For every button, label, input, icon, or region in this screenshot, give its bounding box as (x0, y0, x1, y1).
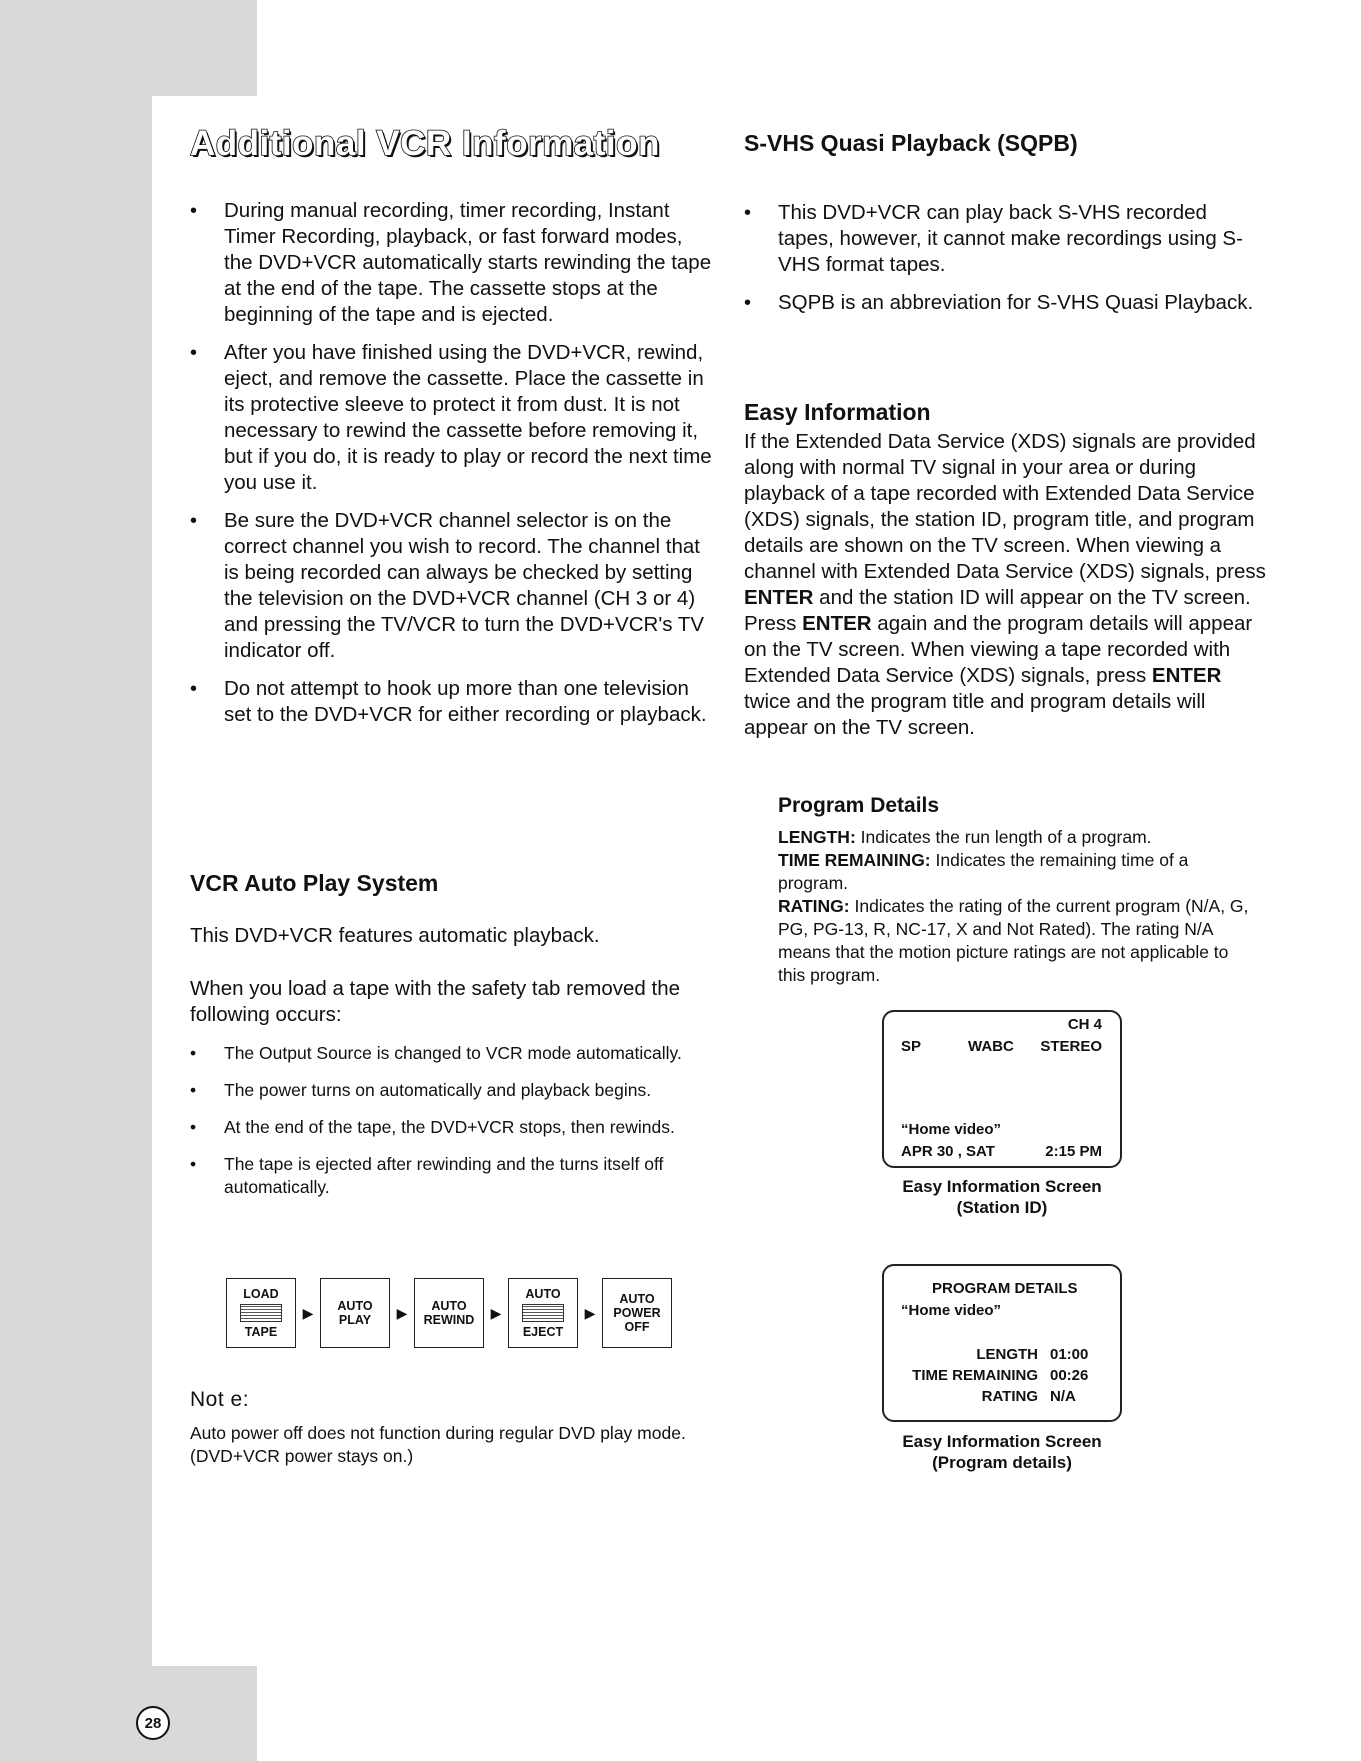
station-id-caption (862, 1176, 1142, 1218)
length-desc: Indicates the run length of a program. (855, 827, 1152, 847)
page-title: Additional VCR Information (190, 124, 660, 163)
arrow-right-icon: ▶ (584, 1304, 596, 1321)
easy-info-heading: Easy Information (744, 399, 931, 425)
time-remaining-desc: Indicates the remaining time of a program. (778, 850, 1189, 893)
program-title: “Home video” (901, 1302, 1002, 1319)
time-readout: 2:15 PM (1045, 1143, 1102, 1160)
auto-rewind-step (414, 1278, 484, 1348)
caption-line: (Program details) (932, 1453, 1072, 1472)
step-label: TAPE (244, 1325, 278, 1339)
step-label: POWER (613, 1306, 661, 1320)
auto-play-lead: When you load a tape with the safety tab removed the following occurs: (190, 977, 681, 1026)
remaining-label: TIME REMAINING (912, 1367, 1038, 1384)
note-text: Auto power off does not function during regular DVD play mode. (DVD+VCR power stays on.) (190, 1423, 686, 1466)
channel-readout: CH 4 (1067, 1016, 1102, 1033)
sqpb-heading: S-VHS Quasi Playback (SQPB) (744, 130, 1078, 156)
step-label: AUTO (431, 1299, 467, 1313)
easy-info-paragraph: When viewing a tape recorded with Extended Data Service (XDS) signals, press (744, 638, 1231, 687)
vcr-info-list (190, 198, 715, 728)
rating-value: N/A (1050, 1388, 1076, 1405)
auto-play-step (320, 1278, 390, 1348)
page-number: 28 (136, 1706, 170, 1740)
length-label: LENGTH (976, 1346, 1038, 1363)
auto-eject-step (508, 1278, 578, 1348)
length-term: LENGTH: (778, 827, 856, 847)
screen-header: PROGRAM DETAILS (932, 1280, 1078, 1297)
load-tape-step (226, 1278, 296, 1348)
length-definition (778, 826, 1258, 849)
list-item: • During manual recording, timer recording, Instant Timer Recording, playback, or fast forward modes, the DVD+VCR automatically starts rewinding the tape at the end of the tape. The cassette stops at the beginning of the tape and is ejected. (190, 198, 715, 328)
enter-key-label: ENTER (1151, 664, 1222, 687)
list-item: • At the end of the tape, the DVD+VCR stops, then rewinds. (190, 1116, 715, 1139)
easy-info-paragraph: again and the program details will appear on the TV screen. (744, 612, 1253, 661)
sqpb-list (744, 200, 1264, 316)
length-value: 01:00 (1050, 1346, 1089, 1363)
step-label: AUTO (337, 1299, 373, 1313)
arrow-right-icon: ▶ (490, 1304, 502, 1321)
page-margin-top (0, 0, 257, 96)
page-margin-left (0, 96, 152, 1761)
caption-line: (Station ID) (956, 1198, 1048, 1217)
auto-power-off-step (602, 1278, 672, 1348)
auto-play-list (190, 1042, 715, 1199)
step-label: AUTO (619, 1292, 655, 1306)
auto-play-intro: This DVD+VCR features automatic playback. (190, 924, 600, 947)
arrow-right-icon: ▶ (396, 1304, 408, 1321)
step-label: OFF (624, 1320, 650, 1334)
caption-line: Easy Information Screen (902, 1432, 1102, 1451)
cassette-icon (240, 1304, 282, 1322)
page-margin-bottom (152, 1666, 257, 1761)
enter-key-label: ENTER (744, 586, 814, 609)
station-id-screen (882, 1010, 1122, 1168)
rating-definition (778, 895, 1258, 987)
rating-label: RATING (981, 1388, 1038, 1405)
list-item: • SQPB is an abbreviation for S-VHS Quasi Playback. (744, 290, 1264, 316)
list-item: • After you have finished using the DVD+VCR, rewind, eject, and remove the cassette. Place the cassette in its protective sleeve to protect it from dust. It is not necessary to rewind the cassette before removing it, but if you do, it is ready to play or record the next time you use it. (190, 340, 715, 496)
step-label: PLAY (338, 1313, 372, 1327)
eject-cassette-icon (522, 1304, 564, 1322)
easy-info-paragraph: When viewing a channel with Extended Data Service (XDS) signals, press (744, 534, 1266, 583)
time-remaining-definition (778, 849, 1258, 895)
list-item: • The power turns on automatically and playback begins. (190, 1079, 715, 1102)
step-label: LOAD (243, 1287, 279, 1301)
easy-info-paragraph: and the station ID will appear on the TV screen. Press (744, 586, 1251, 635)
easy-info-paragraph: twice and the program title and program details will appear on the TV screen. (744, 690, 1206, 739)
caption-line: Easy Information Screen (902, 1177, 1102, 1196)
list-item: • The tape is ejected after rewinding and the turns itself off automatically. (190, 1153, 715, 1199)
program-title: “Home video” (901, 1121, 1002, 1138)
tape-speed: SP (901, 1038, 922, 1055)
rating-term: RATING: (778, 896, 850, 916)
easy-info-body (744, 429, 1266, 741)
program-details-screen (882, 1264, 1122, 1422)
list-item: • The Output Source is changed to VCR mode automatically. (190, 1042, 715, 1065)
program-details-caption (862, 1431, 1142, 1473)
arrow-right-icon: ▶ (302, 1304, 314, 1321)
station-id: WABC (968, 1038, 1014, 1055)
audio-mode: STEREO (1040, 1038, 1102, 1055)
remaining-value: 00:26 (1050, 1367, 1089, 1384)
auto-play-heading: VCR Auto Play System (190, 870, 439, 896)
note-label: Not e: (190, 1388, 250, 1411)
program-details-heading: Program Details (778, 794, 940, 817)
easy-info-paragraph: If the Extended Data Service (XDS) signals are provided along with normal TV signal in your area or during playback of a tape recorded with Extended Data Service (XDS) signals, the station ID, program title, and program details are shown on the TV screen. (744, 430, 1256, 557)
program-details-body (778, 826, 1258, 987)
time-remaining-term: TIME REMAINING: (778, 850, 931, 870)
rating-desc: Indicates the rating of the current program (N/A, G, PG, PG-13, R, NC-17, X and Not Rated). The rating N/A means that the motion picture ratings are not applicable to this program. (778, 896, 1249, 985)
auto-play-flow (226, 1278, 672, 1348)
step-label: REWIND (423, 1313, 475, 1327)
list-item: • Be sure the DVD+VCR channel selector is on the correct channel you wish to record. The channel that is being recorded can always be checked by setting the television on the DVD+VCR channel (CH 3 or 4) and pressing the TV/VCR to turn the DVD+VCR's TV indicator off. (190, 508, 715, 664)
step-label: AUTO (525, 1287, 561, 1301)
step-label: EJECT (522, 1325, 564, 1339)
date-readout: APR 30 , SAT (901, 1143, 995, 1160)
list-item: • Do not attempt to hook up more than one television set to the DVD+VCR for either recording or playback. (190, 676, 715, 728)
enter-key-label: ENTER (802, 612, 872, 635)
list-item: • This DVD+VCR can play back S-VHS recorded tapes, however, it cannot make recordings using S-VHS format tapes. (744, 200, 1264, 278)
